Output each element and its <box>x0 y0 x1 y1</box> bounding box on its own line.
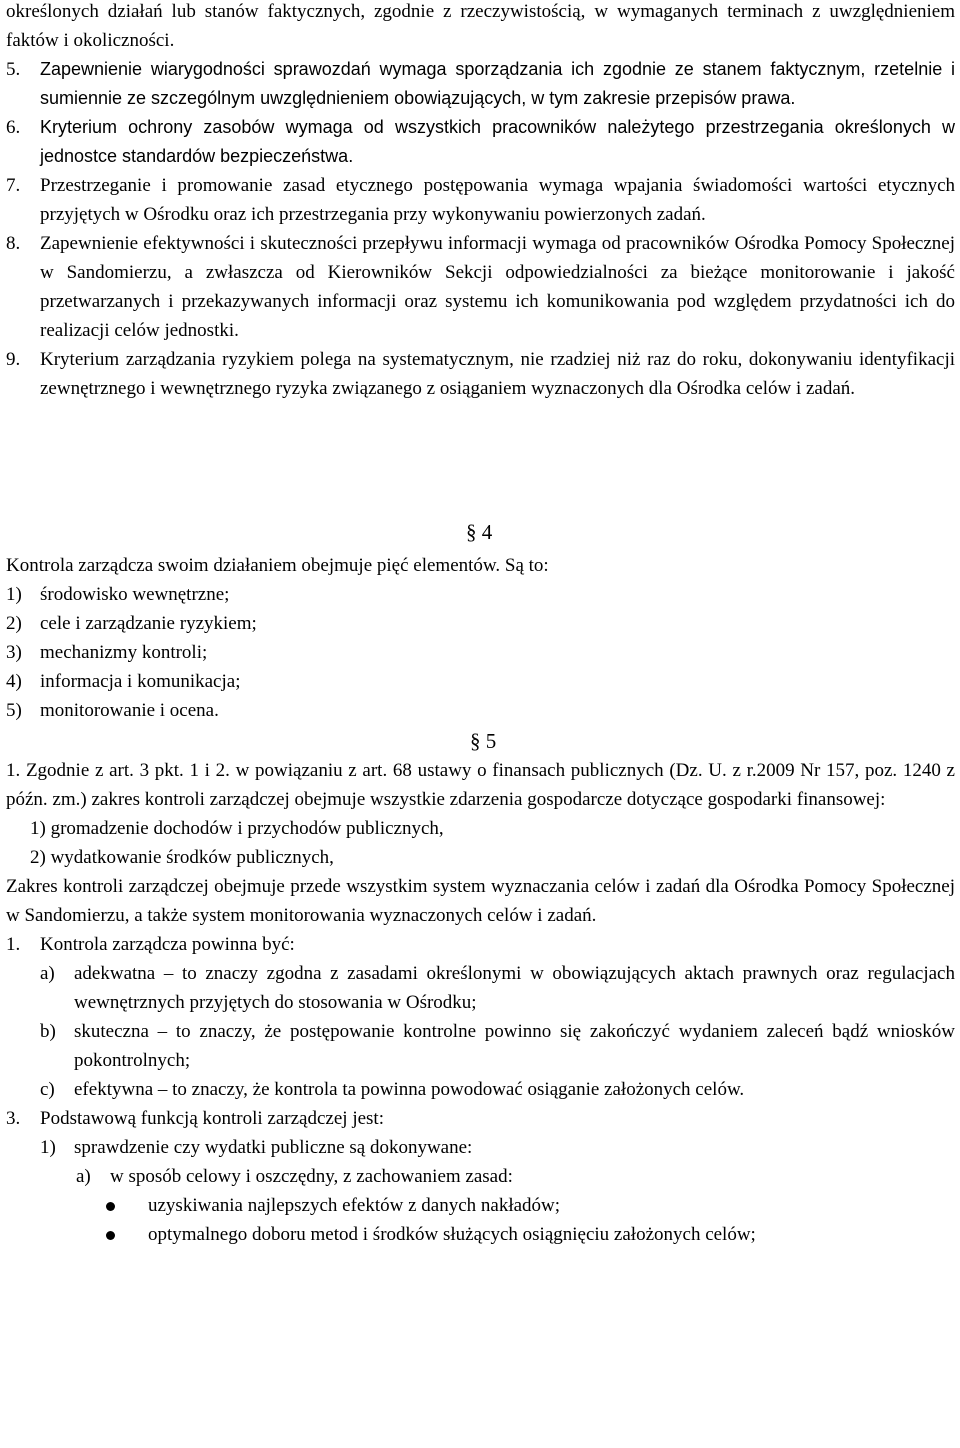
bullet-text: uzyskiwania najlepszych efektów z danych nakładów; <box>148 1195 561 1216</box>
document-page <box>6 0 955 1249</box>
section-4-list <box>6 580 955 725</box>
bullet-item <box>6 1191 955 1220</box>
bullet-item <box>6 1220 955 1249</box>
list-letter: b) <box>40 1021 56 1042</box>
list-item <box>6 1162 955 1191</box>
list-item: 2) wydatkowanie środków publicznych, <box>30 847 334 868</box>
list-text: monitorowanie i ocena. <box>40 700 219 721</box>
item-text: Kryterium ochrony zasobów wymaga od wszystkich pracowników należytego przestrzegania określonych w jednostce standardów bezpieczeństwa. <box>40 117 955 166</box>
list-number: 4) <box>6 671 22 692</box>
list-text: w sposób celowy i oszczędny, z zachowaniem zasad: <box>110 1166 513 1187</box>
list-item <box>6 229 955 345</box>
section-4-intro: Kontrola zarządcza swoim działaniem obejmuje pięć elementów. Są to: <box>6 555 549 576</box>
item-text: Zapewnienie efektywności i skuteczności przepływu informacji wymaga od pracowników Ośrodka Pomocy Społecznej w Sandomierzu, a zwłaszcza od Kierowników Sekcji odpowiedzialności za bieżące monitorowanie i jakość przetwarzanych i przekazywanych informacji oraz systemu ich komunikowania pod względem przydatności ich do realizacji celów jednostki. <box>40 233 955 341</box>
list-item <box>6 55 955 113</box>
list-number: 2) <box>6 613 22 634</box>
criteria-list <box>6 55 955 403</box>
list-letter: a) <box>40 963 55 984</box>
point-number: 3. <box>6 1108 21 1129</box>
list-item <box>6 638 955 667</box>
list-text: cele i zarządzanie ryzykiem; <box>40 613 257 634</box>
point-text: Kontrola zarządcza powinna być: <box>40 934 295 955</box>
bullet-icon <box>106 1191 148 1220</box>
list-item <box>6 667 955 696</box>
point-3 <box>6 1104 955 1133</box>
section-5-scope-list <box>6 814 955 872</box>
list-item <box>6 345 955 403</box>
list-number: 5) <box>6 700 22 721</box>
item-number: 7. <box>6 175 21 196</box>
list-item <box>6 113 955 171</box>
list-item <box>6 1075 955 1104</box>
list-item <box>6 1017 955 1075</box>
list-item <box>6 609 955 638</box>
list-number: 3) <box>6 642 22 663</box>
list-letter: a) <box>76 1166 91 1187</box>
list-text: efektywna – to znaczy, że kontrola ta powinna powodować osiąganie założonych celów. <box>74 1079 745 1100</box>
item-number: 6. <box>6 117 21 138</box>
intro-paragraph: określonych działań lub stanów faktycznych, zgodnie z rzeczywistością, w wymaganych terminach z uwzględnieniem faktów i okoliczności. <box>6 1 955 51</box>
list-text: adekwatna – to znaczy zgodna z zasadami określonymi w obowiązujących aktach prawnych oraz regulacjach wewnętrznych przyjętych do stosowania w Ośrodku; <box>74 963 955 1013</box>
list-text: środowisko wewnętrzne; <box>40 584 230 605</box>
bullet-icon <box>106 1220 148 1249</box>
section-5-paragraph-1: 1. Zgodnie z art. 3 pkt. 1 i 2. w powiązaniu z art. 68 ustawy o finansach publicznych (Dz. U. z r.2009 Nr 157, poz. 1240 z późn. zm.) zakres kontroli zarządczej obejmuje wszystkie zdarzenia gospodarcze dotyczące gospodarki finansowej: <box>6 760 955 810</box>
section-5-paragraph-2: Zakres kontroli zarządczej obejmuje przede wszystkim system wyznaczania celów i zadań dla Ośrodka Pomocy Społecznej w Sandomierzu, a także system monitorowania wyznaczonych celów i zadań. <box>6 876 955 926</box>
list-item <box>6 171 955 229</box>
list-item <box>6 580 955 609</box>
list-text: sprawdzenie czy wydatki publiczne są dokonywane: <box>74 1137 473 1158</box>
bullet-text: optymalnego doboru metod i środków służących osiągnięciu założonych celów; <box>148 1224 756 1245</box>
point-1 <box>6 930 955 959</box>
point-number: 1. <box>6 934 21 955</box>
list-number: 1) <box>6 584 22 605</box>
list-item <box>6 959 955 1017</box>
item-number: 9. <box>6 349 21 370</box>
item-number: 5. <box>6 59 21 80</box>
list-item: 1) gromadzenie dochodów i przychodów publicznych, <box>30 818 444 839</box>
list-text: informacja i komunikacja; <box>40 671 241 692</box>
item-text: Zapewnienie wiarygodności sprawozdań wymaga sporządzania ich zgodnie ze stanem faktycznym, rzetelnie i sumiennie ze szczególnym uwzględnieniem obowiązujących, w tym zakresie przepisów prawa. <box>40 59 955 108</box>
item-text: Przestrzeganie i promowanie zasad etycznego postępowania wymaga wpajania świadomości wartości etycznych przyjętych w Ośrodku oraz ich przestrzegania przy wykonywaniu powierzonych zadań. <box>40 175 955 225</box>
item-text: Kryterium zarządzania ryzykiem polega na systematycznym, nie rzadziej niż raz do roku, dokonywaniu identyfikacji zewnętrznego i wewnętrznego ryzyka związanego z osiąganiem wyznaczonych dla Ośrodka celów i zadań. <box>40 349 955 399</box>
list-letter: c) <box>40 1079 55 1100</box>
section-4-heading: § 4 <box>466 520 493 544</box>
section-5-heading: § 5 <box>470 729 497 753</box>
item-number: 8. <box>6 233 21 254</box>
point-text: Podstawową funkcją kontroli zarządczej jest: <box>40 1108 384 1129</box>
list-number: 1) <box>40 1137 56 1158</box>
list-text: skuteczna – to znaczy, że postępowanie kontrolne powinno się zakończyć wydaniem zaleceń bądź wniosków pokontrolnych; <box>74 1021 955 1071</box>
section-spacer <box>6 403 955 518</box>
list-item <box>6 696 955 725</box>
list-text: mechanizmy kontroli; <box>40 642 208 663</box>
list-item <box>6 1133 955 1162</box>
